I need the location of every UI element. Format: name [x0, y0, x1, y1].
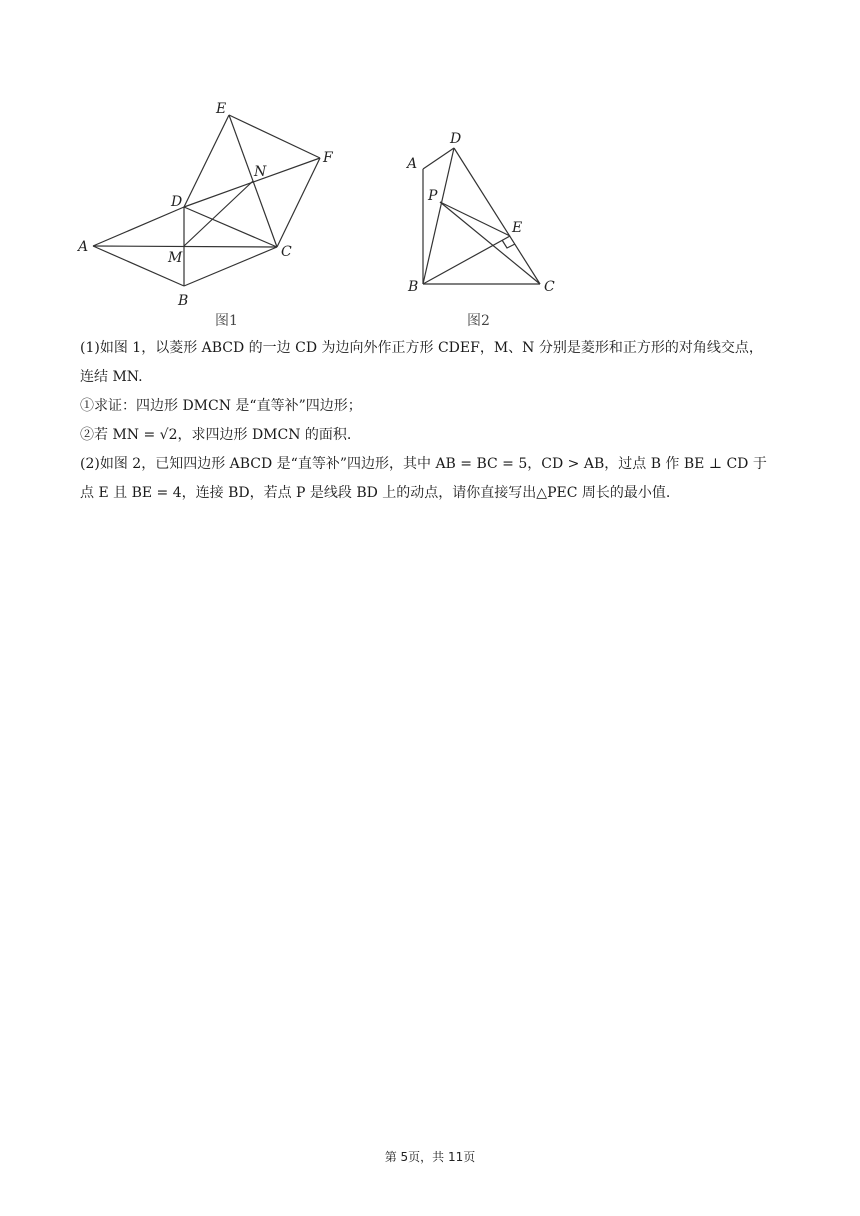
label-C: C — [544, 279, 555, 295]
figure-2-caption: 图2 — [467, 313, 490, 329]
segment-DC — [184, 207, 277, 247]
figure-1-caption: 图1 — [215, 313, 238, 329]
segment-PC — [440, 202, 540, 284]
page-footer: 第 5页，共 11页 — [384, 1150, 476, 1164]
label-M: M — [168, 250, 183, 266]
label-D: D — [450, 131, 462, 147]
problem-text — [80, 334, 780, 508]
segment-CB — [184, 247, 277, 286]
part1-line2: 连结 MN. — [80, 369, 143, 385]
sub-question-1: ①求证：四边形 DMCN 是“直等补”四边形； — [80, 398, 362, 414]
figure-1-diagram — [0, 0, 860, 340]
part1-line1: (1)如图 1，以菱形 ABCD 的一边 CD 为边向外作正方形 CDEF，M、N 分别是菱形和正方形的对角线交点， — [80, 340, 763, 356]
label-B: B — [408, 279, 419, 295]
label-C: C — [281, 244, 292, 260]
label-A: A — [78, 239, 89, 255]
segment-MN — [184, 181, 253, 246]
figure-1 — [76, 101, 334, 329]
segment-AC — [93, 246, 277, 247]
segment-DC — [454, 148, 540, 284]
figure-2 — [405, 131, 555, 329]
figures — [0, 0, 860, 340]
label-P: P — [428, 188, 438, 204]
segment-AD — [93, 207, 184, 246]
segment-BE — [423, 236, 510, 284]
label-E: E — [216, 101, 227, 117]
label-E: E — [512, 220, 523, 236]
label-D: D — [171, 194, 183, 210]
label-N: N — [254, 164, 267, 180]
label-F: F — [323, 150, 333, 166]
sub-question-2: ②若 MN = √2，求四边形 DMCN 的面积. — [80, 427, 352, 443]
part2-line1: (2)如图 2，已知四边形 ABCD 是“直等补”四边形，其中 AB = BC = 5，CD > AB，过点 B 作 BE ⊥ CD 于 — [80, 456, 767, 472]
label-A: A — [407, 156, 418, 172]
label-B: B — [178, 293, 189, 309]
segment-BD — [423, 148, 454, 284]
part2-line2: 点 E 且 BE = 4，连接 BD，若点 P 是线段 BD 上的动点，请你直接写出△PEC 周长的最小值. — [80, 485, 671, 501]
